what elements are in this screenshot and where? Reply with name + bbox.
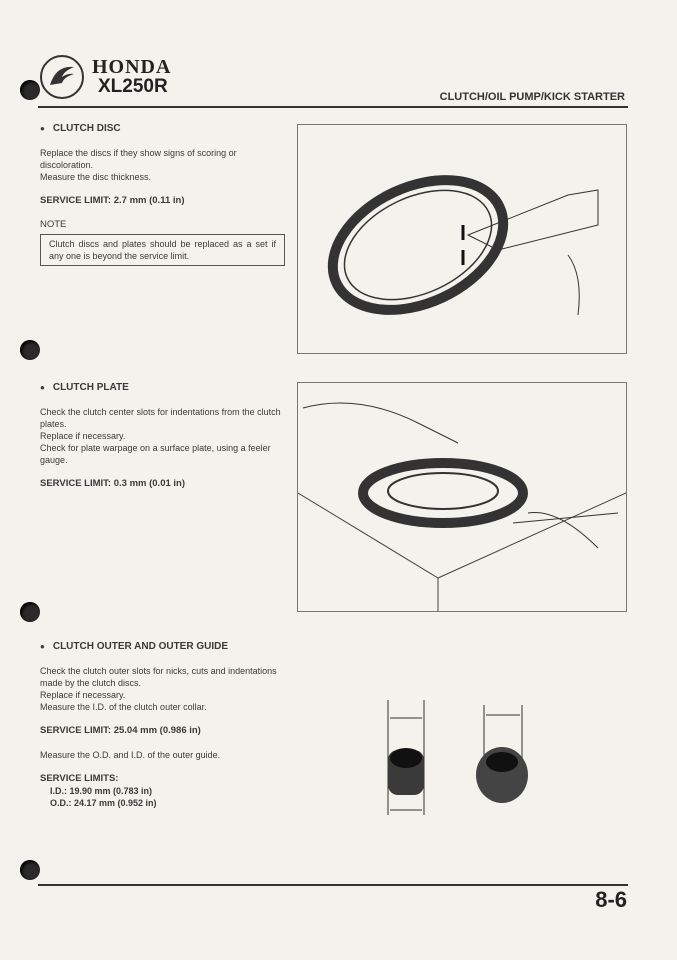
body-text: Measure the disc thickness. [40,172,152,182]
body-text: Measure the O.D. and I.D. of the outer guide. [40,750,221,760]
clutch-outer-guide-figure [380,700,540,820]
section-title: ● CLUTCH OUTER AND OUTER GUIDE [40,641,285,653]
chapter-title: CLUTCH/OIL PUMP/KICK STARTER [439,91,625,103]
service-limit: SERVICE LIMIT: 25.04 mm (0.986 in) [40,725,201,736]
clutch-plate-figure [297,382,627,612]
section-clutch-outer [40,641,285,809]
honda-wing-logo [40,55,84,99]
brand-name: HONDA [92,56,172,78]
clutch-disc-figure [297,124,627,354]
limit-od: O.D.: 24.17 mm (0.952 in) [50,798,157,808]
section-clutch-plate [40,382,285,502]
limit-id: I.D.: 19.90 mm (0.783 in) [50,786,153,796]
note-box: Clutch discs and plates should be replaced as a set if any one is beyond the service limit. [40,234,285,266]
body-text: Replace the discs if they show signs of scoring or discoloration. [40,148,237,170]
binder-hole [20,80,40,100]
body-text: Check for plate warpage on a surface plate, using a feeler gauge. [40,443,271,465]
body-text: Measure the I.D. of the clutch outer collar. [40,702,207,712]
body-text: Check the clutch center slots for indentations from the clutch plates. [40,407,281,429]
note-label: NOTE [40,219,67,230]
model-name: XL250R [98,76,168,97]
page-number: 8-6 [595,887,627,912]
body-text: Replace if necessary. [40,690,126,700]
service-limits-label: SERVICE LIMITS: [40,773,119,784]
body-text: Replace if necessary. [40,431,126,441]
header-rule [38,106,628,108]
service-limit: SERVICE LIMIT: 0.3 mm (0.01 in) [40,478,186,489]
service-limit: SERVICE LIMIT: 2.7 mm (0.11 in) [40,195,185,206]
binder-hole [20,340,40,360]
body-text: Check the clutch outer slots for nicks, cuts and indentations made by the clutch discs. [40,666,277,688]
binder-hole [20,602,40,622]
section-title: ● CLUTCH DISC [40,123,285,135]
section-clutch-disc [40,123,285,266]
section-title: ● CLUTCH PLATE [40,382,285,394]
footer-rule [38,884,628,886]
binder-hole [20,860,40,880]
